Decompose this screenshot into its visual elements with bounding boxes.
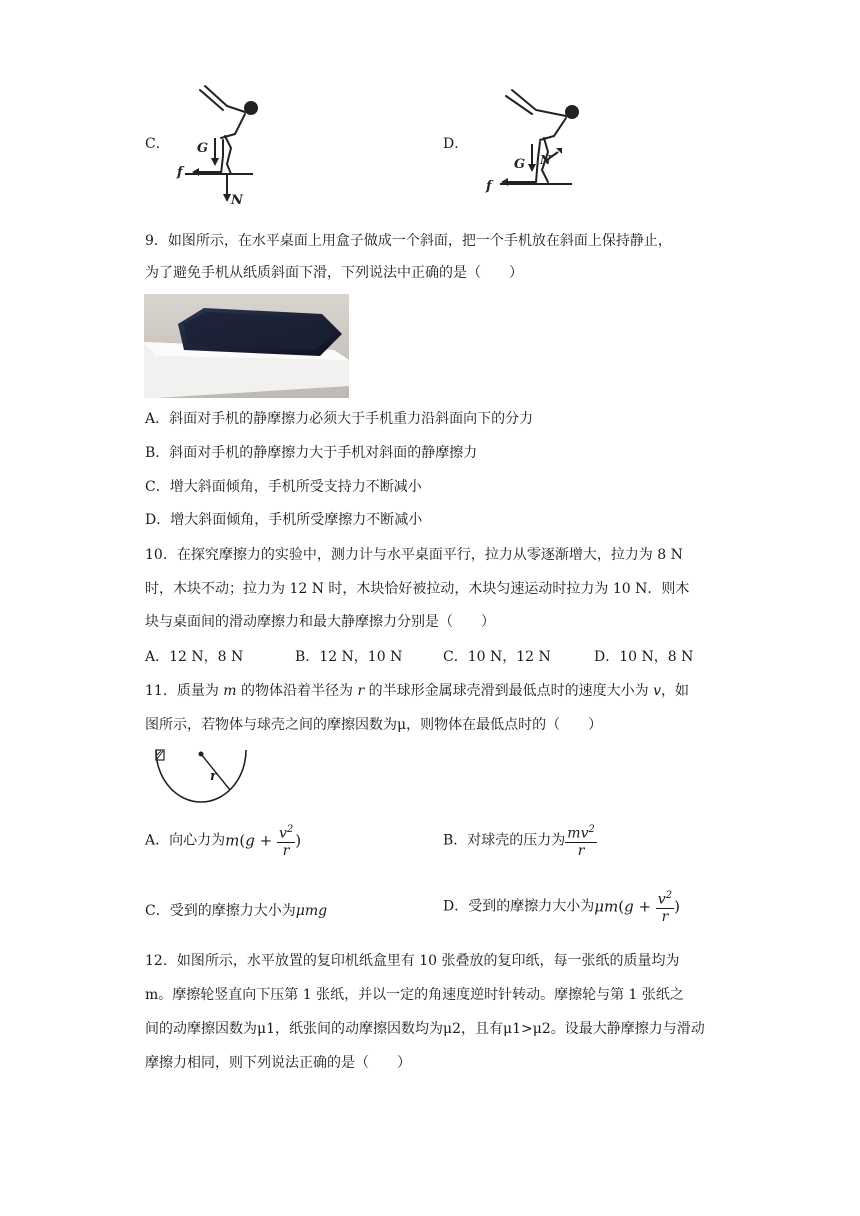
q12-stem-line1: 12．如图所示，水平放置的复印机纸盒里有 10 张叠放的复印纸，每一张纸的质量均为 [145, 953, 680, 969]
q11-option-d: D．受到的摩擦力大小为μm(g + $\frac{v^2}{r}$ ) [443, 890, 680, 925]
q10-option-c: C．10 N，12 N [443, 649, 551, 665]
q9-option-b: B．斜面对手机的静摩擦力大于手机对斜面的静摩擦力 [145, 445, 478, 461]
q10-stem-line1: 10．在探究摩擦力的实验中，测力计与水平桌面平行，拉力从零逐渐增大，拉力为 8 N [145, 547, 683, 563]
q11-option-c: C．受到的摩擦力大小为μmg [145, 903, 328, 919]
label-n-d: N [540, 153, 551, 167]
q10-option-b: B．12 N，10 N [295, 649, 403, 665]
q8-figure-d [478, 78, 588, 200]
q11-hemisphere-figure [152, 744, 252, 806]
q11-stem-line2: 图所示，若物体与球壳之间的摩擦因数为μ，则物体在最低点时的（ ） [145, 717, 603, 733]
label-n-c: N [231, 193, 243, 208]
q10-option-a: A．12 N，8 N [145, 649, 244, 665]
q10-stem-line3: 块与桌面间的滑动摩擦力和最大静摩擦力分别是（ ） [145, 614, 495, 630]
label-r: r [210, 769, 217, 784]
q9-option-a: A．斜面对手机的静摩擦力必须大于手机重力沿斜面向下的分力 [145, 411, 534, 427]
q12-stem-line3: 间的动摩擦因数为μ1，纸张间的动摩擦因数均为μ2，且有μ1>μ2。设最大静摩擦力与滑动 [145, 1021, 705, 1037]
hemisphere-shell [156, 750, 246, 802]
q11-option-a: A．向心力为m(g + $\frac{v^2}{r}$ ) [145, 824, 302, 859]
label-f-d: f [486, 179, 492, 194]
q11-option-b: B．对球壳的压力为 $\frac{mv^2}{r}$ [443, 824, 595, 859]
q8-option-c-label: C． [145, 136, 170, 152]
diver-legs-c [225, 136, 231, 174]
q9-option-d: D．增大斜面倾角，手机所受摩擦力不断减小 [145, 512, 423, 528]
q9-stem-line2: 为了避免手机从纸质斜面下滑，下列说法中正确的是（ ） [145, 265, 523, 281]
q10-stem-line2: 时，木块不动；拉力为 12 N 时，木块恰好被拉动，木块匀速运动时拉力为 10 N．则木 [145, 581, 690, 597]
q8-option-d-label: D． [443, 136, 469, 152]
q8-figure-c [165, 78, 275, 210]
label-g-d: G [514, 157, 526, 172]
label-f-c: f [177, 165, 183, 180]
q12-stem-line4: 摩擦力相同，则下列说法正确的是（ ） [145, 1055, 411, 1071]
q9-phone-photo [144, 294, 349, 398]
label-g-c: G [197, 141, 209, 156]
diver-head-c [245, 102, 257, 114]
q9-option-c: C．增大斜面倾角，手机所受支持力不断减小 [145, 479, 422, 495]
q11-stem-line1: 11．质量为 m 的物体沿着半径为 r 的半球形金属球壳滑到最低点时的速度大小为 v，如 [145, 683, 689, 699]
q12-stem-line2: m。摩擦轮竖直向下压第 1 张纸，并以一定的角速度逆时针转动。摩擦轮与第 1 张纸之 [145, 987, 684, 1003]
q9-stem-line1: 9．如图所示，在水平桌面上用盒子做成一个斜面，把一个手机放在斜面上保持静止， [145, 233, 672, 249]
q10-option-d: D．10 N，8 N [594, 649, 694, 665]
diver-torso-c [221, 114, 245, 138]
